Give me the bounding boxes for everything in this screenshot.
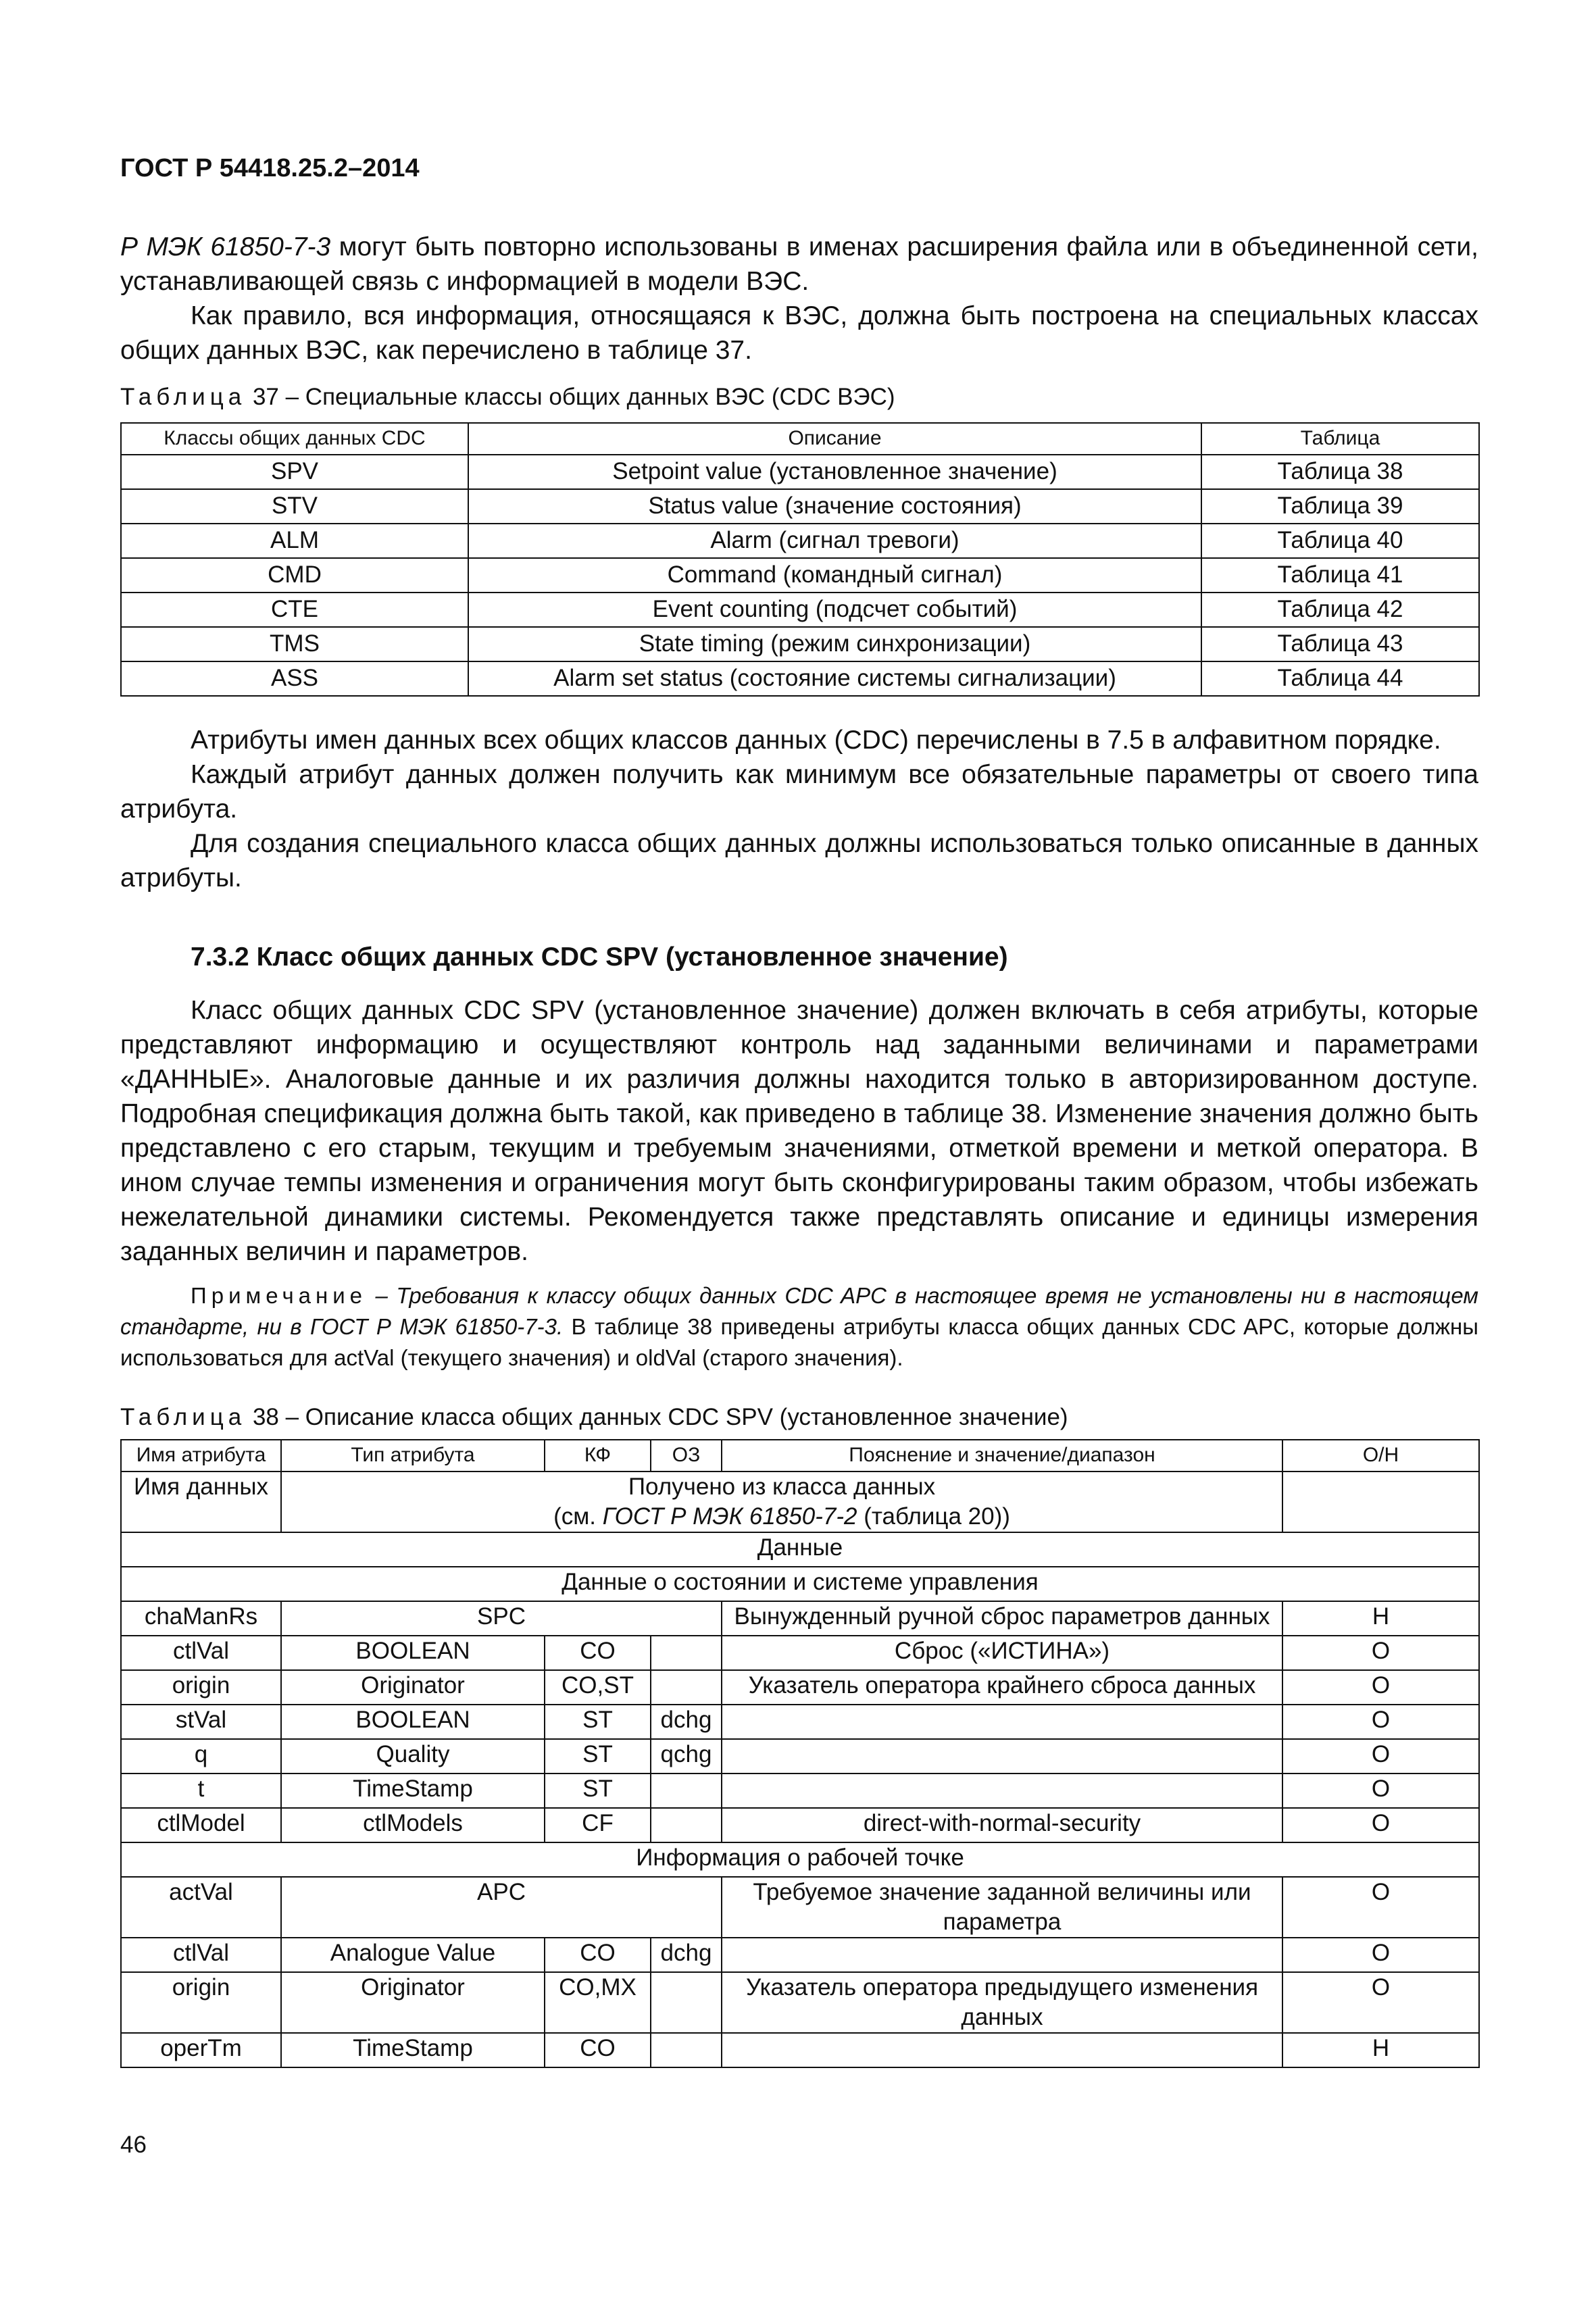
table-cell: [651, 2033, 722, 2067]
table-cell: BOOLEAN: [281, 1636, 545, 1670]
table-cell: [1282, 1472, 1479, 1532]
table-cell: Setpoint value (установленное значение): [468, 455, 1201, 489]
section-heading: 7.3.2 Класс общих данных CDC SPV (установленное значение): [191, 942, 1008, 972]
table-cell: origin: [121, 1972, 281, 2033]
column-header: ОЗ: [651, 1440, 722, 1472]
table-cell: Analogue Value: [281, 1938, 545, 1972]
column-header: КФ: [545, 1440, 651, 1472]
table-cell: ST: [545, 1739, 651, 1774]
table-cell: CO,MX: [545, 1972, 651, 2033]
table-cell: Таблица 43: [1201, 627, 1479, 661]
table-cell: CO: [545, 2033, 651, 2067]
table-cell: О: [1282, 1636, 1479, 1670]
column-header: Тип атрибута: [281, 1440, 545, 1472]
table-row: [121, 593, 1479, 627]
table-cell: qchg: [651, 1739, 722, 1774]
section-cell: Данные о состоянии и системе управления: [121, 1567, 1479, 1601]
table-37: [120, 422, 1480, 697]
table-row: [121, 524, 1479, 558]
table-row: [121, 455, 1479, 489]
table-38: [120, 1439, 1480, 2068]
note-text: В таблице 38 приведены атрибуты класса общих данных CDC APC, которые должны использоваться для actVal (текущего значения) и oldVal (старого значения).: [120, 1314, 1478, 1370]
table-cell: Originator: [281, 1670, 545, 1705]
table-cell: [651, 1774, 722, 1808]
table-cell: ALM: [121, 524, 468, 558]
table-cell: О: [1282, 1972, 1479, 2033]
table-cell: stVal: [121, 1705, 281, 1739]
table-cell: dchg: [651, 1705, 722, 1739]
section-cell: Данные: [121, 1532, 1479, 1567]
table-row: [121, 1739, 1479, 1774]
table-cell: О: [1282, 1774, 1479, 1808]
table-row: [121, 1808, 1479, 1842]
table-cell: Указатель оператора крайнего сброса данных: [722, 1670, 1282, 1705]
column-header: О/Н: [1282, 1440, 1479, 1472]
table-row: [121, 627, 1479, 661]
table-cell: SPV: [121, 455, 468, 489]
document-header: ГОСТ Р 54418.25.2–2014: [120, 154, 420, 182]
paragraph: Для создания специального класса общих данных должны использоваться только описанные в данных атрибуты.: [120, 829, 1478, 892]
table-cell: Таблица 38: [1201, 455, 1479, 489]
table-cell: STV: [121, 489, 468, 524]
table-cell: Originator: [281, 1972, 545, 2033]
table-row: [121, 1472, 1479, 1532]
table-cell: Н: [1282, 2033, 1479, 2067]
table-cell: Alarm set status (состояние системы сигнализации): [468, 661, 1201, 696]
table-cell: dchg: [651, 1938, 722, 1972]
table-row: [121, 1705, 1479, 1739]
table-cell: operTm: [121, 2033, 281, 2067]
table-cell: О: [1282, 1705, 1479, 1739]
table-cell: [722, 1739, 1282, 1774]
table-cell: SPC: [281, 1601, 722, 1636]
table-cell: origin: [121, 1670, 281, 1705]
table-row: [121, 1938, 1479, 1972]
note-italic-text: – Требования к классу общих данных CDC APC в настоящее время не установлены ни в настоящем стандарте, ни в ГОСТ Р МЭК 61850-7-3.: [120, 1283, 1478, 1339]
intro-paragraph-2: Как правило, вся информация, относящаяся к ВЭС, должна быть построена на специальных классах общих данных ВЭС, как перечислено в таблице 37.: [120, 301, 1478, 365]
table-cell: State timing (режим синхронизации): [468, 627, 1201, 661]
table-cell: Н: [1282, 1601, 1479, 1636]
table-row: [121, 1636, 1479, 1670]
table-cell: CO: [545, 1636, 651, 1670]
table-cell: TimeStamp: [281, 2033, 545, 2067]
table-cell: [651, 1808, 722, 1842]
table-cell: Таблица 44: [1201, 661, 1479, 696]
table-cell: actVal: [121, 1877, 281, 1938]
table-cell: Имя данных: [121, 1472, 281, 1532]
table-cell: Command (командный сигнал): [468, 558, 1201, 593]
table-cell: Quality: [281, 1739, 545, 1774]
table-cell: ctlVal: [121, 1938, 281, 1972]
table-cell: APC: [281, 1877, 722, 1938]
table-cell: Event counting (подсчет событий): [468, 593, 1201, 627]
table-cell: direct-with-normal-security: [722, 1808, 1282, 1842]
table-cell: [722, 1705, 1282, 1739]
column-header: Имя атрибута: [121, 1440, 281, 1472]
table-cell: [722, 1938, 1282, 1972]
column-header: Таблица: [1201, 423, 1479, 455]
column-header: Классы общих данных CDC: [121, 423, 468, 455]
after-table37-text: [120, 723, 1478, 895]
table-section-row: [121, 1842, 1479, 1877]
table-row: [121, 1877, 1479, 1938]
table-cell: Alarm (сигнал тревоги): [468, 524, 1201, 558]
table-row: [121, 489, 1479, 524]
table-cell: О: [1282, 1808, 1479, 1842]
page-number: 46: [120, 2132, 147, 2158]
table-cell: ST: [545, 1774, 651, 1808]
table-cell: Таблица 39: [1201, 489, 1479, 524]
note-label: Примечание: [191, 1283, 368, 1308]
table-cell: ctlModels: [281, 1808, 545, 1842]
table-cell: BOOLEAN: [281, 1705, 545, 1739]
table-cell: ST: [545, 1705, 651, 1739]
standard-reference: Р МЭК 61850-7-3: [120, 232, 331, 261]
table-cell: chaManRs: [121, 1601, 281, 1636]
table-cell: Таблица 41: [1201, 558, 1479, 593]
table-cell: [651, 1972, 722, 2033]
column-header: Пояснение и значение/диапазон: [722, 1440, 1282, 1472]
table-cell: Требуемое значение заданной величины или параметра: [722, 1877, 1282, 1938]
table-row: [121, 558, 1479, 593]
table-cell: О: [1282, 1877, 1479, 1938]
section-text: [120, 993, 1478, 1269]
table-cell: Таблица 40: [1201, 524, 1479, 558]
table-cell: CO: [545, 1938, 651, 1972]
table-cell: Вынужденный ручной сброс параметров данных: [722, 1601, 1282, 1636]
table-cell: t: [121, 1774, 281, 1808]
table-cell: О: [1282, 1739, 1479, 1774]
table38-caption: Таблица 38 – Описание класса общих данных CDC SPV (установленное значение): [120, 1404, 1068, 1430]
table-cell: Таблица 42: [1201, 593, 1479, 627]
table-cell: TMS: [121, 627, 468, 661]
table-cell: Получено из класса данных (см. ГОСТ Р МЭК 61850-7-2 (таблица 20)): [281, 1472, 1282, 1532]
note: [120, 1280, 1478, 1374]
table37-caption: Таблица 37 – Специальные классы общих данных ВЭС (CDC ВЭС): [120, 384, 895, 410]
table-cell: О: [1282, 1938, 1479, 1972]
table-cell: [722, 2033, 1282, 2067]
paragraph: Атрибуты имен данных всех общих классов данных (CDC) перечислены в 7.5 в алфавитном порядке.: [191, 726, 1441, 755]
table-cell: [651, 1670, 722, 1705]
table-cell: [651, 1636, 722, 1670]
intro-text: [120, 230, 1478, 368]
table-cell: [722, 1774, 1282, 1808]
table-cell: CMD: [121, 558, 468, 593]
paragraph: Каждый атрибут данных должен получить как минимум все обязательные параметры от своего типа атрибута.: [120, 760, 1478, 824]
table-row: [121, 1601, 1479, 1636]
table-row: [121, 2033, 1479, 2067]
table-cell: CF: [545, 1808, 651, 1842]
table-cell: ctlVal: [121, 1636, 281, 1670]
table-cell: О: [1282, 1670, 1479, 1705]
table-cell: TimeStamp: [281, 1774, 545, 1808]
table-header-row: [121, 423, 1479, 455]
table-cell: ctlModel: [121, 1808, 281, 1842]
table-cell: Указатель оператора предыдущего изменения данных: [722, 1972, 1282, 2033]
table-header-row: [121, 1440, 1479, 1472]
table-cell: Status value (значение состояния): [468, 489, 1201, 524]
table-row: [121, 661, 1479, 696]
table-cell: q: [121, 1739, 281, 1774]
table-section-row: [121, 1567, 1479, 1601]
section-cell: Информация о рабочей точке: [121, 1842, 1479, 1877]
column-header: Описание: [468, 423, 1201, 455]
table-cell: ASS: [121, 661, 468, 696]
table-cell: CTE: [121, 593, 468, 627]
intro-paragraph-1: могут быть повторно использованы в именах расширения файла или в объединенной сети, устанавливающей связь с информацией в модели ВЭС.: [120, 232, 1478, 296]
table-cell: Сброс («ИСТИНА»): [722, 1636, 1282, 1670]
table-row: [121, 1670, 1479, 1705]
table-row: [121, 1972, 1479, 2033]
table-cell: CO,ST: [545, 1670, 651, 1705]
table-section-row: [121, 1532, 1479, 1567]
paragraph: Класс общих данных CDC SPV (установленное значение) должен включать в себя атрибуты, которые представляют информацию и осуществляют контроль над заданными величинами и параметрами «ДАННЫЕ». Аналоговые данные и их различия должны находится только в авторизированном доступе. Подробная спецификация должна быть такой, как приведено в таблице 38. Изменение значения должно быть представлено с его старым, текущим и требуемым значениями, отметкой времени и меткой оператора. В ином случае темпы изменения и ограничения могут быть сконфигурированы таким образом, чтобы избежать нежелательной динамики системы. Рекомендуется также представлять описание и единицы измерения заданных величин и параметров.: [120, 996, 1478, 1266]
table-row: [121, 1774, 1479, 1808]
